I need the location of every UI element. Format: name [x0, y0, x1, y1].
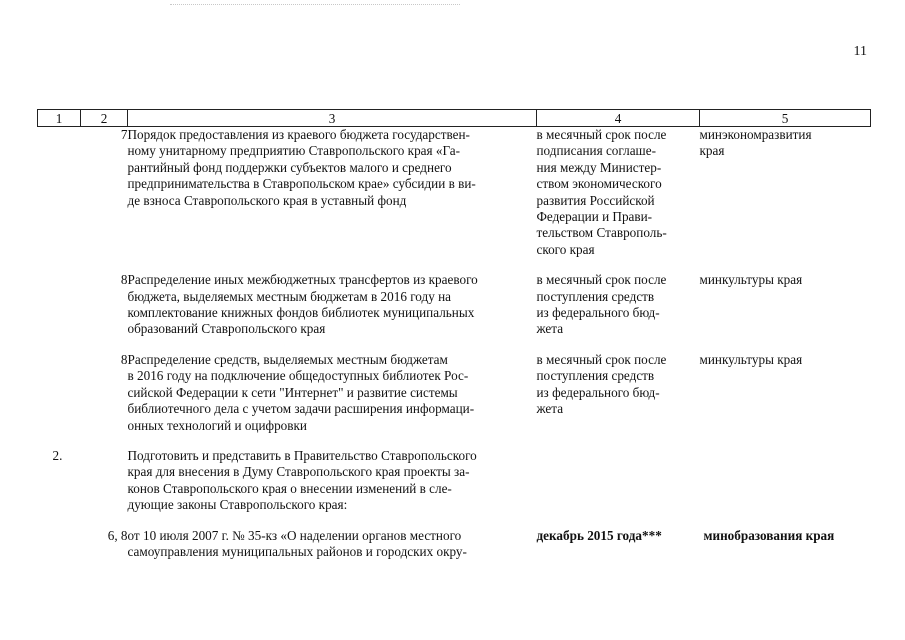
row-measure: от 10 июля 2007 г. № 35-кз «О наделении органов местного самоуправления муниципальных районов и городских окру- — [127, 527, 467, 559]
row-task-number: 8 — [120, 272, 128, 288]
row-deadline: в месячный срок после подписания соглаше- ния между Министер- ством экономического развития Российской Федерации и Прави- тельством Ставрополь- ского края — [536, 127, 667, 257]
row-executor: минобразования края — [703, 527, 835, 543]
row-task-number: 6, 8 — [107, 527, 128, 543]
row-executor — [700, 448, 871, 514]
row-deadline — [537, 448, 700, 514]
row-executor: минэкономразвития края — [699, 127, 812, 159]
row-executor: минкультуры края — [699, 351, 803, 367]
row-item-number — [38, 528, 81, 561]
row-item-number — [38, 272, 81, 338]
table-row — [38, 448, 871, 514]
header-col-3: 3 — [128, 110, 537, 127]
table-row — [38, 272, 871, 338]
row-measure: Распределение средств, выделяемых местным бюджетам в 2016 году на подключение общедоступных библиотек Рос- сийской Федерации к сети "Интернет" и развитие системы библиотечного дела с учетом задачи расширения информаци- онных технологий и оцифровки — [127, 351, 475, 433]
page-number: 11 — [853, 44, 867, 59]
row-item-number — [38, 127, 81, 259]
row-executor: минкультуры края — [699, 272, 803, 288]
row-measure: Подготовить и представить в Правительство Ставропольского края для внесения в Думу Ставропольского края проекты за- конов Ставропольского края о внесении изменений в сле- дующие законы Ставропольского края: — [127, 447, 477, 513]
row-task-number — [81, 448, 128, 514]
row-deadline: в месячный срок после поступления средств из федерального бюд- жета — [536, 351, 667, 417]
row-deadline: в месячный срок после поступления средств из федерального бюд- жета — [536, 272, 667, 337]
row-item-number: 2. — [52, 447, 63, 463]
header-col-1: 1 — [38, 110, 81, 127]
row-measure: Распределение иных межбюджетных трансфертов из краевого бюджета, выделяемых местным бюджетам в 2016 году на комплектование книжных фондов библиотек муниципальных образований Ставропольского края — [127, 272, 478, 337]
row-measure: Порядок предоставления из краевого бюджета государствен- ному унитарному предприятию Ставропольского края «Га- рантийный фонд поддержки субъектов малого и среднего предпринимательства в Ставропольском крае» субсидии в ви- де взноса Ставропольского края в уставный фонд — [127, 127, 476, 208]
row-task-number: 7 — [120, 127, 128, 142]
header-col-2: 2 — [81, 110, 128, 127]
table-header-row — [38, 110, 871, 127]
table-row — [38, 352, 871, 434]
row-deadline: декабрь 2015 года*** — [536, 527, 662, 543]
row-item-number — [38, 352, 81, 434]
scan-artifact-line — [170, 4, 460, 5]
row-task-number: 8 — [120, 351, 128, 367]
table-row — [38, 127, 871, 259]
header-col-5: 5 — [700, 110, 871, 127]
header-col-4: 4 — [537, 110, 700, 127]
table-row — [38, 528, 871, 561]
plan-table — [37, 109, 871, 560]
